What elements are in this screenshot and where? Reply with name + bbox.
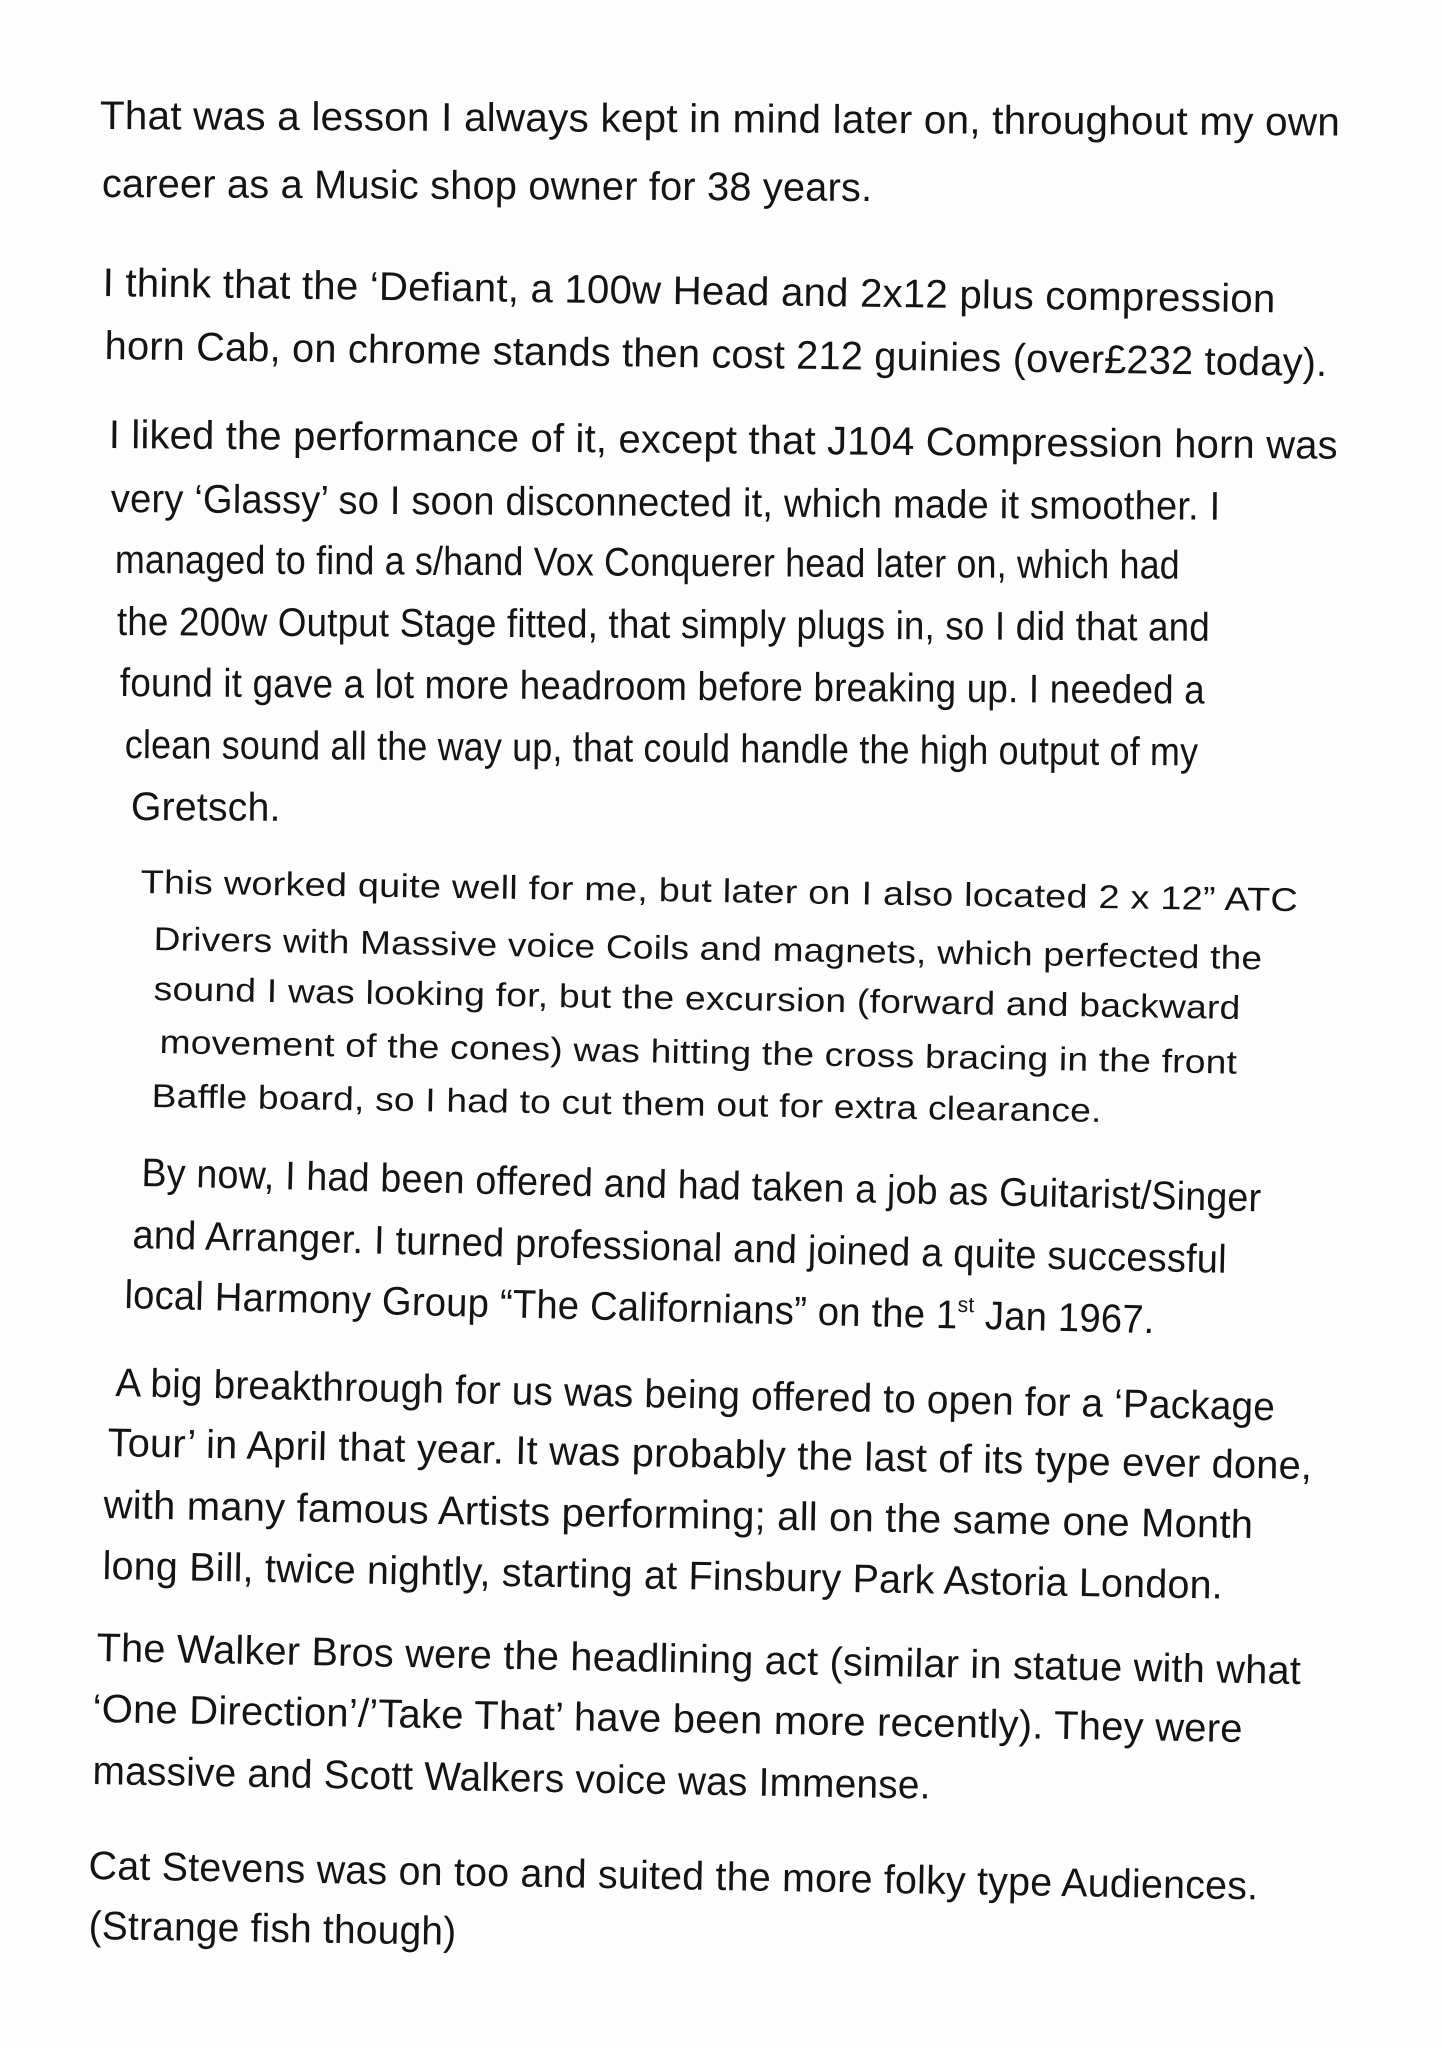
text-line: ‘One Direction’/’Take That’ have been more recently). They were: [92, 1687, 1244, 1752]
text-line: movement of the cones) was hitting the cross bracing in the front: [159, 1023, 1238, 1081]
text-line: long Bill, twice nightly, starting at Finsbury Park Astoria London.: [102, 1544, 1224, 1608]
text-line: very ‘Glassy’ so I soon disconnected it, which made it smoother. I: [110, 477, 1221, 529]
text-line: Drivers with Massive voice Coils and magnets, which perfected the: [153, 920, 1263, 977]
text-line: Tour’ in April that year. It was probably the last of its type ever done,: [107, 1421, 1313, 1489]
text-line: This worked quite well for me, but later on I also located 2 x 12” ATC: [140, 863, 1299, 919]
text-line: the 200w Output Stage fitted, that simply plugs in, so I did that and: [116, 600, 1211, 650]
text-line: career as a Music shop owner for 38 years.: [101, 162, 873, 211]
text-line: Baffle board, so I had to cut them out for extra clearance.: [151, 1077, 1102, 1129]
text-line: I think that the ‘Defiant, a 100w Head and 2x12 plus compression: [102, 261, 1276, 322]
text-run: local Harmony Group “The Californians” on the 1: [123, 1273, 959, 1338]
text-line: By now, I had been offered and had taken a job as Guitarist/Singer: [141, 1151, 1262, 1221]
text-line: (Strange fish though): [88, 1904, 457, 1954]
text-line: clean sound all the way up, that could handle the high output of my: [124, 723, 1199, 775]
text-line: massive and Scott Walkers voice was Immense.: [92, 1749, 932, 1808]
text-line: and Arranger. I turned professional and joined a quite successful: [132, 1213, 1228, 1282]
text-line date-line: [123, 1273, 1156, 1343]
text-line: I liked the performance of it, except that J104 Compression horn was: [108, 413, 1338, 468]
text-line: Gretsch.: [130, 785, 281, 830]
text-line: sound I was looking for, but the excursion (forward and backward: [153, 970, 1241, 1026]
text-line: managed to find a s/hand Vox Conquerer head later on, which had: [114, 538, 1180, 588]
ordinal-suffix: st: [957, 1291, 975, 1318]
text-line: found it gave a lot more headroom before breaking up. I needed a: [119, 661, 1206, 713]
text-line: The Walker Bros were the headlining act (similar in statue with what: [96, 1626, 1302, 1694]
text-line: horn Cab, on chrome stands then cost 212 guinies (over£232 today).: [104, 324, 1328, 386]
text-line: That was a lesson I always kept in mind later on, throughout my own: [99, 94, 1341, 145]
text-line: with many famous Artists performing; all on the same one Month: [103, 1483, 1254, 1548]
text-line: Cat Stevens was on too and suited the more folky type Audiences.: [88, 1844, 1259, 1909]
text-run: Jan 1967.: [973, 1293, 1156, 1343]
text-line: A big breakthrough for us was being offered to open for a ‘Package: [115, 1361, 1276, 1430]
